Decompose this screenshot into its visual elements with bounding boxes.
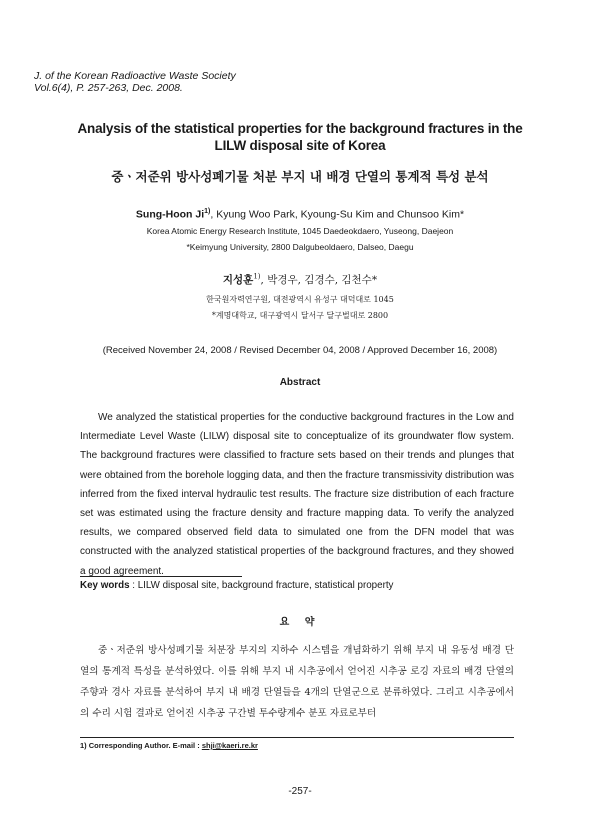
title-line-1: Analysis of the statistical properties for the background fractures in the <box>77 121 523 136</box>
received-dates: (Received November 24, 2008 / Revised December 04, 2008 / Approved December 16, 2008) <box>102 345 498 356</box>
korean-abstract-heading: 요 약 <box>279 617 321 628</box>
korean-affiliation-2: *계명대학교, 대구광역시 달서구 달구벌대로 2800 <box>211 311 389 320</box>
affiliation-2: *Keimyung University, 2800 Dalgubeoldaero, Dalseo, Daegu <box>186 242 414 252</box>
korean-abstract-text: 중ㆍ저준위 방사성폐기물 처분장 부지의 지하수 시스템을 개념화하기 위해 부지 내 유동성 배경 단열의 통계적 특성을 분석하였다. 이를 위해 부지 내 시추공에서 얻어진 시추공 로깅 자료의 배경 단열의 주향과 경사 자료를 분석하여 부지 내 배경 단열들을 4개의 단열군으로 분류하였다. 그리고 시추공에서의 수리 시험 결과로 얻어진 시추공 구간별 투수량계수 분포 자료로부터 <box>80 645 514 719</box>
abstract-heading: Abstract <box>279 377 321 388</box>
korean-co-authors: , 박경우, 김경수, 김천수* <box>260 274 378 286</box>
co-authors: , Kyung Woo Park, Kyoung-Su Kim and Chunsoo Kim* <box>210 208 465 221</box>
keywords <box>80 580 393 591</box>
title-line-2: LILW disposal site of Korea <box>214 138 386 153</box>
korean-author-list <box>40 272 560 287</box>
paper-title <box>40 120 560 154</box>
korean-affiliation-1: 한국원자력연구원, 대전광역시 유성구 대덕대로 1045 <box>206 295 394 304</box>
footnote-label: 1) Corresponding Author. E-mail : <box>80 741 202 750</box>
keywords-divider <box>80 576 242 577</box>
corresponding-email-link[interactable]: shji@kaeri.re.kr <box>201 741 258 750</box>
lead-author-mark: 1) <box>204 208 211 215</box>
author-list <box>40 208 560 221</box>
abstract-text: We analyzed the statistical properties for the conductive background fractures in the Low and Intermediate Level Waste (LILW) disposal site to conceptualize of its groundwater flow system. The background fractures were classified to fracture sets based on their trends and plunges that were obtained from the borehole logging data, and then the fracture transmissivity distribution was inferred from the fixed interval hydraulic test results. The fracture size distribution of each fracture set was estimated using the fracture density and fracture mapping data. To verify the analyzed results, we compared observed field data to simulated one from the DFN model that was constructed with the analyzed statistical properties of the background fractures, and they showed a good agreement. <box>80 412 514 577</box>
keywords-text: : LILW disposal site, background fracture, statistical property <box>129 580 394 591</box>
keywords-label: Key words <box>80 580 130 591</box>
page-number: -257- <box>288 786 312 797</box>
footnote-divider <box>80 737 514 738</box>
korean-title: 중ㆍ저준위 방사성폐기물 처분 부지 내 배경 단열의 통계적 특성 분석 <box>111 169 489 184</box>
korean-lead-author-mark: 1) <box>253 272 261 281</box>
journal-citation <box>34 70 236 94</box>
journal-volume: Vol.6(4), P. 257-263, Dec. 2008. <box>34 82 183 94</box>
footnote <box>80 741 258 750</box>
lead-author: Sung-Hoon Ji <box>135 208 205 221</box>
journal-name: J. of the Korean Radioactive Waste Society <box>34 70 236 82</box>
affiliation-1: Korea Atomic Energy Research Institute, 1045 Daedeokdaero, Yuseong, Daejeon <box>146 226 454 236</box>
korean-lead-author: 지성훈 <box>222 274 254 286</box>
